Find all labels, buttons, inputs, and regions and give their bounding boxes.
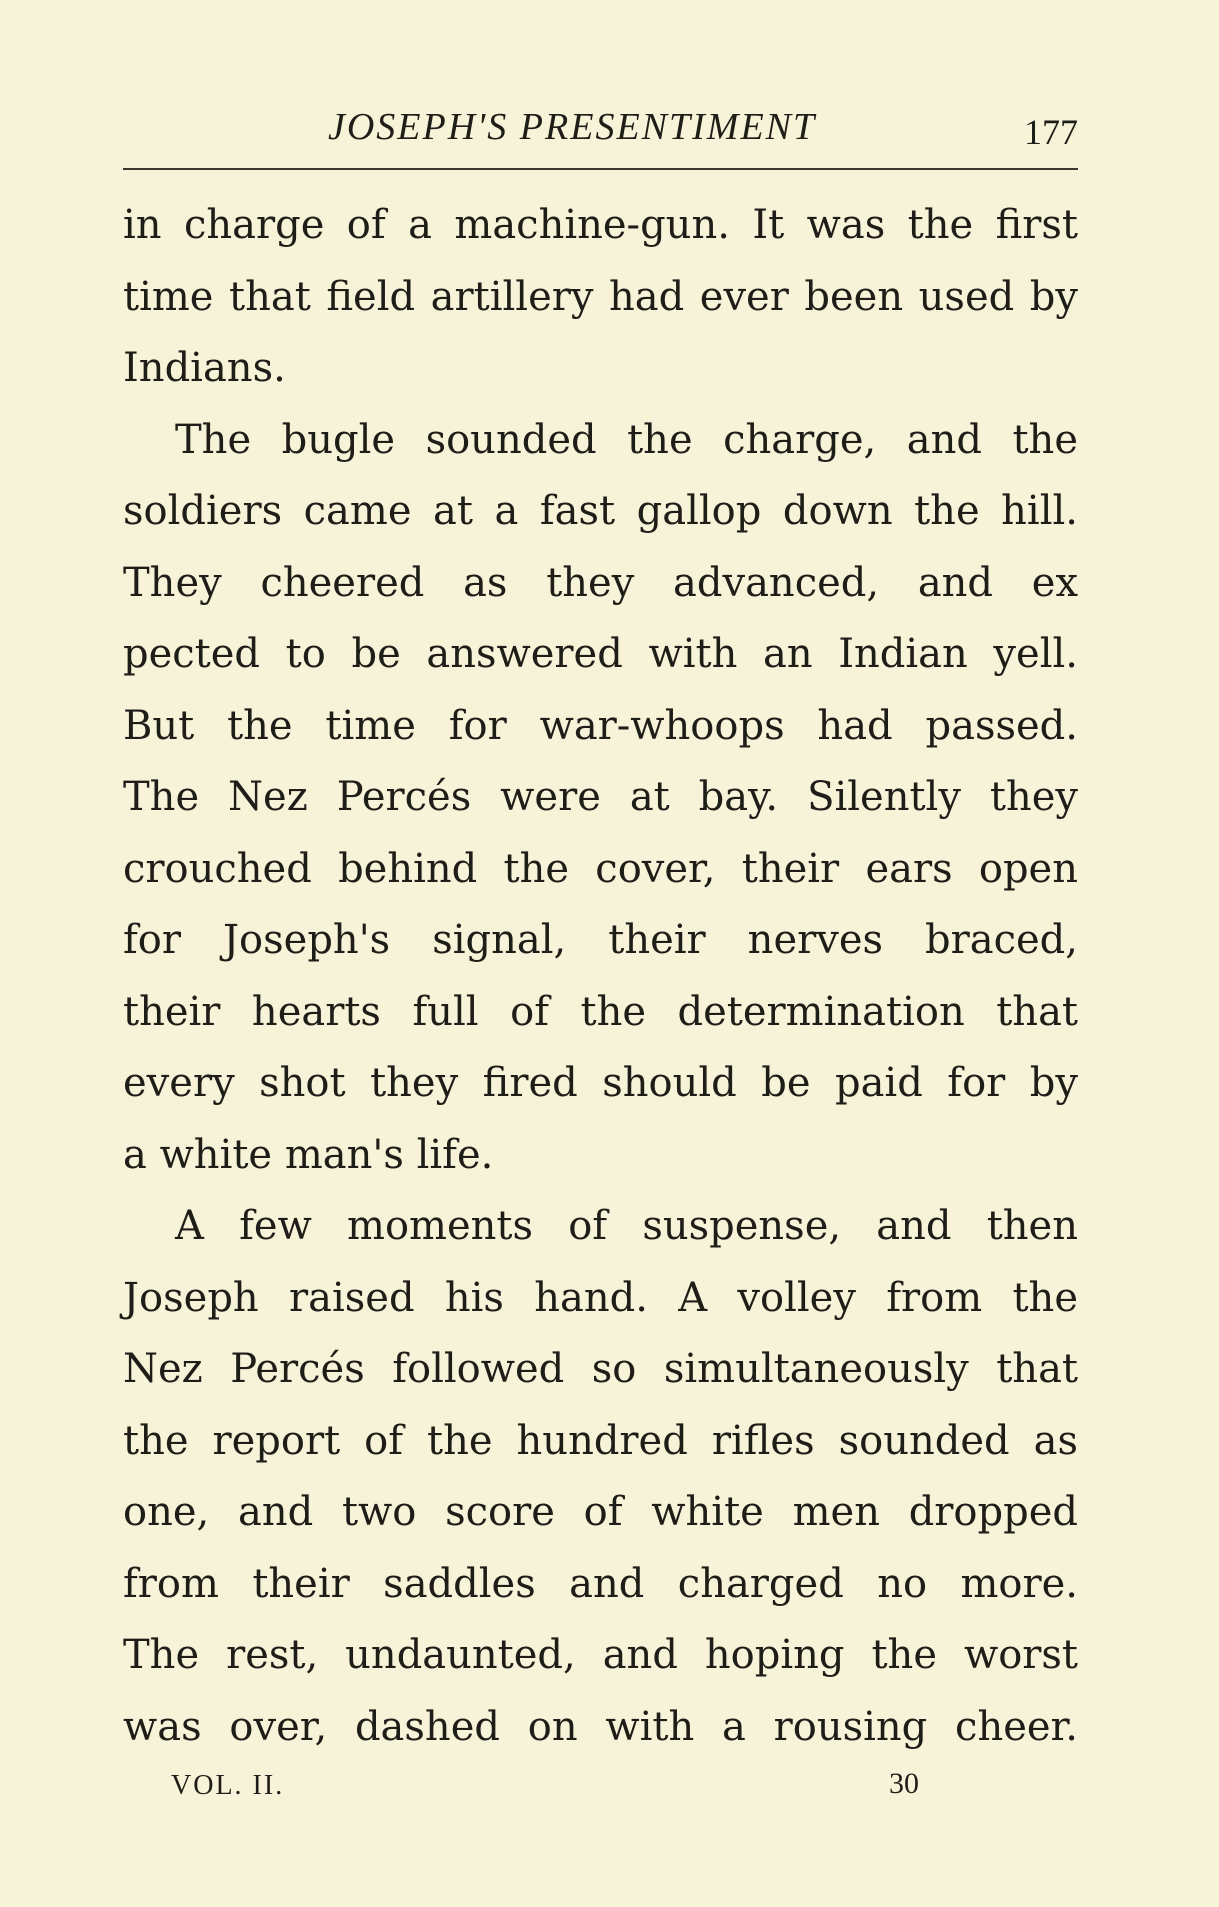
paragraph-first-line: The bugle sounded the charge, and the — [175, 416, 1078, 463]
text-line: Nez Percés followed so simultaneously that — [123, 1346, 1078, 1392]
text-line: pected to be answered with an Indian yell. — [123, 631, 1078, 677]
text-line: They cheered as they advanced, and ex — [123, 559, 1078, 606]
running-head — [123, 105, 1078, 153]
header-rule — [123, 168, 1078, 170]
page-text — [123, 190, 1078, 1763]
page-footer — [123, 1767, 1078, 1820]
text-line: a white man's life. — [123, 1131, 494, 1178]
text-line: The Nez Percés were at bay. Silently they — [123, 774, 1078, 820]
text-line: soldiers came at a fast gallop down the hill. — [123, 488, 1078, 534]
paragraph-first-line: A few moments of suspense, and then — [175, 1203, 1078, 1249]
text-line: every shot they fired should be paid for by — [123, 1060, 1078, 1106]
text-line: was over, dashed on with a rousing cheer. — [123, 1703, 1078, 1750]
signature-number: 30 — [889, 1767, 919, 1800]
text-line: in charge of a machine-gun. It was the first — [123, 202, 1078, 248]
text-line: their hearts full of the determination that — [123, 988, 1078, 1035]
running-title: JOSEPH'S PRESENTIMENT — [328, 106, 817, 148]
text-line: Indians. — [123, 345, 286, 391]
text-line: one, and two score of white men dropped — [123, 1489, 1078, 1535]
text-line: Joseph raised his hand. A volley from the — [123, 1274, 1078, 1321]
text-line: The rest, undaunted, and hoping the worst — [123, 1632, 1078, 1678]
text-line: time that field artillery had ever been used by — [123, 273, 1078, 320]
page-number: 177 — [1024, 112, 1078, 152]
text-line: from their saddles and charged no more. — [123, 1560, 1078, 1607]
text-line: the report of the hundred rifles sounded as — [123, 1417, 1078, 1464]
text-line: crouched behind the cover, their ears open — [123, 845, 1078, 892]
text-line: But the time for war-whoops had passed. — [123, 702, 1078, 749]
text-line: for Joseph's signal, their nerves braced, — [123, 917, 1078, 963]
volume-label: VOL. II. — [171, 1770, 285, 1801]
